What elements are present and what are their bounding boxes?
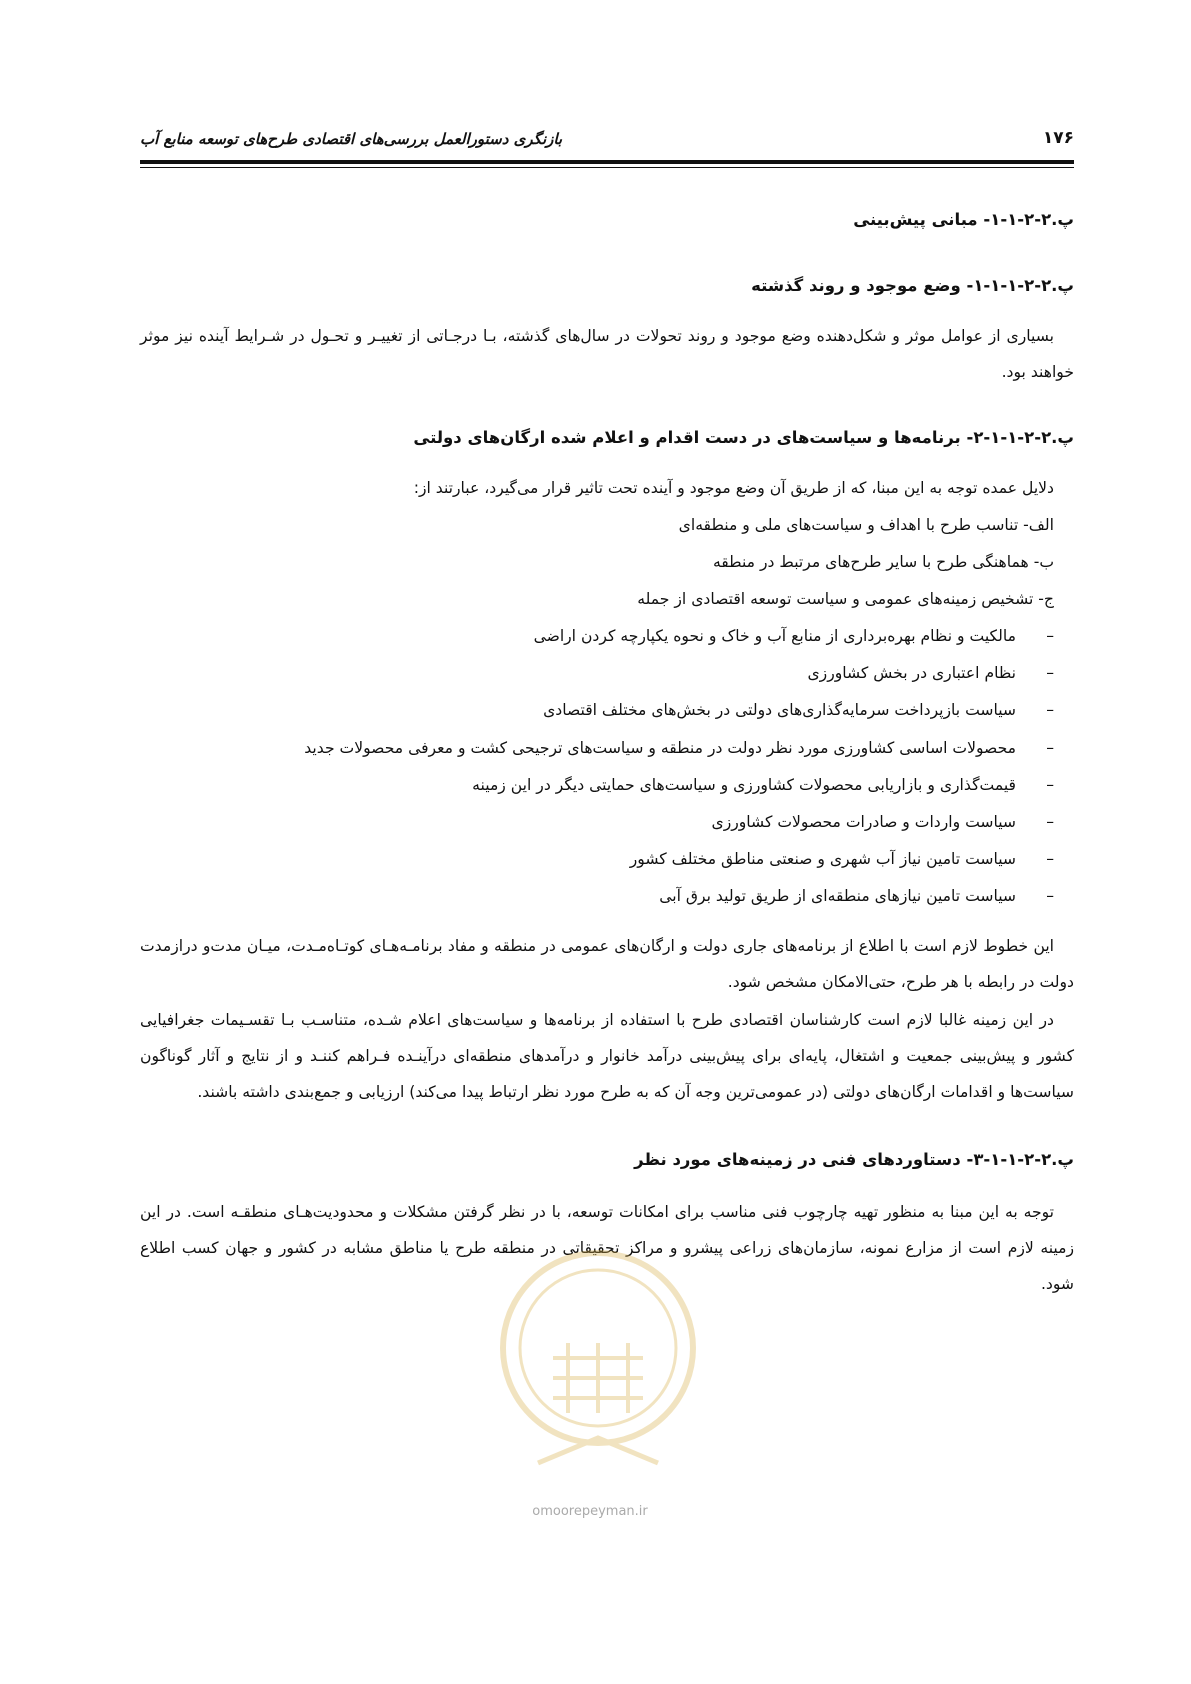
dash-list-item [140,655,1074,692]
paragraph-technical-framework: توجه به این مبنا به منظور تهیه چارچوب فنی مناسب برای امکانات توسعه، با در نظر گرفتن مشکلات و محدودیت‌هـای منطقـه است. در این زمینه لازم است از مزارع نمونه، سازمان‌های زراعی پیشرو و مراکز تحقیقاتی در منطقه طرح یا مناطق مشابه در کشور و جهان کسب اطلاع شود. [140,1202,1074,1293]
list-item-c: ج- تشخیص زمینه‌های عمومی و سیاست توسعه اقتصادی از جمله [637,590,1054,608]
list-item-b: ب- هماهنگی طرح با سایر طرح‌های مرتبط در منطقه [712,553,1054,571]
dash-item-text: مالکیت و نظام بهره‌برداری از منابع آب و خاک و نحوه یکپارچه کردن اراضی [533,627,1016,645]
dash-bullet: – [1046,775,1054,794]
list-item-a: الف- تناسب طرح با اهداف و سیاست‌های ملی و منطقه‌ای [678,516,1054,534]
dash-bullet: – [1046,887,1054,906]
paragraph-current-status: بسیاری از عوامل موثر و شکل‌دهنده وضع موجود و روند تحولات در سال‌های گذشته، بـا درجـاتی از تغییـر و تحـول در شـرایط آینده نیز موثر خواهند بود. [140,327,1074,381]
running-header [140,124,1074,154]
dash-bullet: – [1046,701,1054,720]
dash-item-text: سیاست تامین نیاز آب شهری و صنعتی مناطق مختلف کشور [629,850,1016,869]
dash-bullet: – [1046,738,1054,757]
reasons-intro: دلایل عمده توجه به این مبنا، که از طریق آن وضع موجود و آینده تحت تاثیر قرار می‌گیرد، عبارتند از: [413,479,1054,497]
dash-item-text: سیاست واردات و صادرات محصولات کشاورزی [711,813,1016,832]
heading-current-status: پ.۲-۲-۱-۱-۱- وضع موجود و روند گذشته [751,276,1074,295]
dash-bullet: – [1046,664,1054,683]
main-content [140,200,1074,1302]
heading-technical-achievements: پ.۲-۲-۱-۱-۳- دستاوردهای فنی در زمینه‌های مورد نظر [634,1149,1074,1169]
dash-list-item [140,730,1074,767]
dash-item-text: نظام اعتباری در بخش کشاورزی [807,664,1016,683]
dash-list-item [140,618,1074,655]
reasons-list [140,470,1074,618]
dash-item-text: قیمت‌گذاری و بازاریابی محصولات کشاورزی و سیاست‌های حمایتی دیگر در این زمینه [472,775,1016,794]
paragraph-economic-experts: در این زمینه غالبا لازم است کارشناسان اقتصادی طرح با استفاده از برنامه‌ها و سیاست‌های اعلام شـده، متناسـب بـا تقسـیمات جغرافیایی کشور و پیش‌بینی جمعیت و اشتغال، پایه‌ای برای پیش‌بینی درآمد خانوار و درآمدهای منطقه‌ای درآینـده فـراهم کننـد و از نتایج و آثار گوناگون سیاست‌ها و اقدامات ارگان‌های دولتی (در عمومی‌ترین وجه آن که به طرح مورد نظر ارتباط پیدا می‌کند) ارزیابی و جمع‌بندی داشته باشند. [140,1010,1074,1101]
dash-list-item [140,804,1074,841]
policy-dash-list [140,618,1074,916]
dash-bullet: – [1046,813,1054,832]
dash-item-text: سیاست بازپرداخت سرمایه‌گذاری‌های دولتی در بخش‌های مختلف اقتصادی [543,701,1016,720]
dash-list-item [140,767,1074,804]
dash-list-item [140,878,1074,915]
dash-bullet: – [1046,850,1054,869]
paragraph-programs-info: این خطوط لازم است با اطلاع از برنامه‌های جاری دولت و ارگان‌های عمومی در منطقه و مفاد برنامـه‌هـای کوتـاه‌مـدت، میـان مدت‌و درازمدت دولت در رابطه با هر طرح، حتی‌الامکان مشخص شود. [140,936,1074,991]
header-rule-thick [140,160,1074,164]
page-number: ۱۷۶ [1042,128,1074,148]
dash-item-text: سیاست تامین نیازهای منطقه‌ای از طریق تولید برق آبی [659,887,1016,906]
dash-bullet: – [1046,627,1054,645]
dash-list-item [140,841,1074,878]
dash-list-item [140,692,1074,729]
running-title: بازنگری دستورالعمل بررسی‌های اقتصادی طرح‌های توسعه منابع آب [140,130,563,148]
watermark-url: omoorepeyman.ir [532,1504,648,1519]
heading-forecast-basis: پ.۲-۲-۱-۱- مبانی پیش‌بینی [853,210,1074,229]
dash-item-text: محصولات اساسی کشاورزی مورد نظر دولت در منطقه و سیاست‌های ترجیحی کشت و معرفی محصولات جدید [304,738,1016,757]
header-rule-thin [140,167,1074,168]
heading-government-programs: پ.۲-۲-۱-۱-۲- برنامه‌ها و سیاست‌های در دست اقدام و اعلام شده ارگان‌های دولتی [413,428,1074,447]
